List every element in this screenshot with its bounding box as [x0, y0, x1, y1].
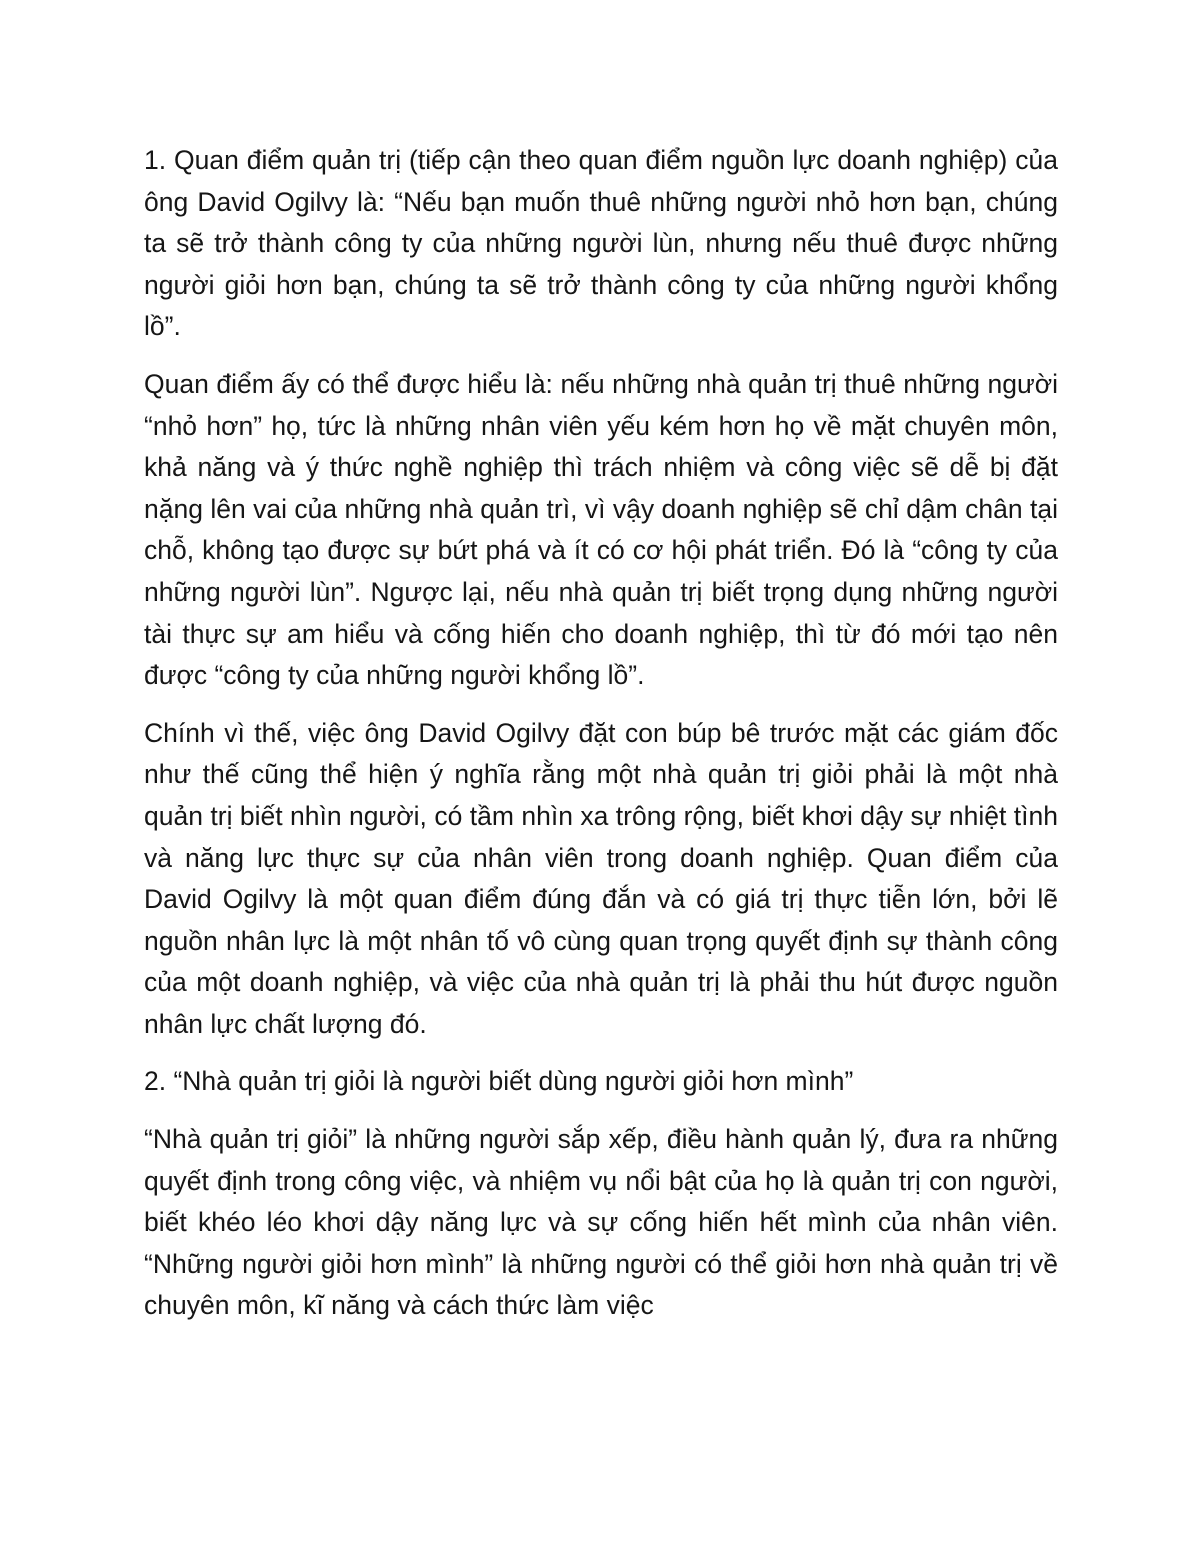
document-body	[144, 140, 1058, 1343]
paragraph-2: Quan điểm ấy có thể được hiểu là: nếu những nhà quản trị thuê những người “nhỏ hơn” họ, tức là những nhân viên yếu kém hơn họ về mặt chuyên môn, khả năng và ý thức nghề nghiệp thì trách nhiệm và công việc sẽ dễ bị đặt nặng lên vai của những nhà quản trì, vì vậy doanh nghiệp sẽ chỉ dậm chân tại chỗ, không tạo được sự bứt phá và ít có cơ hội phát triển. Đó là “công ty của những người lùn”. Ngược lại, nếu nhà quản trị biết trọng dụng những người tài thực sự am hiểu và cống hiến cho doanh nghiệp, thì từ đó mới tạo nên được “công ty của những người khổng lồ”.	[144, 368, 1058, 691]
paragraph-1: 1. Quan điểm quản trị (tiếp cận theo quan điểm nguồn lực doanh nghiệp) của ông David Ogilvy là: “Nếu bạn muốn thuê những người nhỏ hơn bạn, chúng ta sẽ trở thành công ty của những người lùn, nhưng nếu thuê được những người giỏi hơn bạn, chúng ta sẽ trở thành công ty của những người khổng lồ”.	[144, 145, 1058, 342]
paragraph-3: Chính vì thế, việc ông David Ogilvy đặt con búp bê trước mặt các giám đốc như thế cũng thể hiện ý nghĩa rằng một nhà quản trị giỏi phải là một nhà quản trị biết nhìn người, có tầm nhìn xa trông rộng, biết khơi dậy sự nhiệt tình và năng lực thực sự của nhân viên trong doanh nghiệp. Quan điểm của David Ogilvy là một quan điểm đúng đắn và có giá trị thực tiễn lớn, bởi lẽ nguồn nhân lực là một nhân tố vô cùng quan trọng quyết định sự thành công của một doanh nghiệp, và việc của nhà quản trị là phải thu hút được nguồn nhân lực chất lượng đó.	[144, 717, 1058, 1039]
paragraph-4: “Nhà quản trị giỏi” là những người sắp xếp, điều hành quản lý, đưa ra những quyết định trong công việc, và nhiệm vụ nổi bật của họ là quản trị con người, biết khéo léo khơi dậy năng lực và sự cống hiến hết mình của nhân viên. “Những người giỏi hơn mình” là những người có thể giỏi hơn nhà quản trị về chuyên môn, kĩ năng và cách thức làm việc	[144, 1124, 1058, 1321]
section-heading-2: 2. “Nhà quản trị giỏi là người biết dùng người giỏi hơn mình”	[144, 1066, 854, 1097]
